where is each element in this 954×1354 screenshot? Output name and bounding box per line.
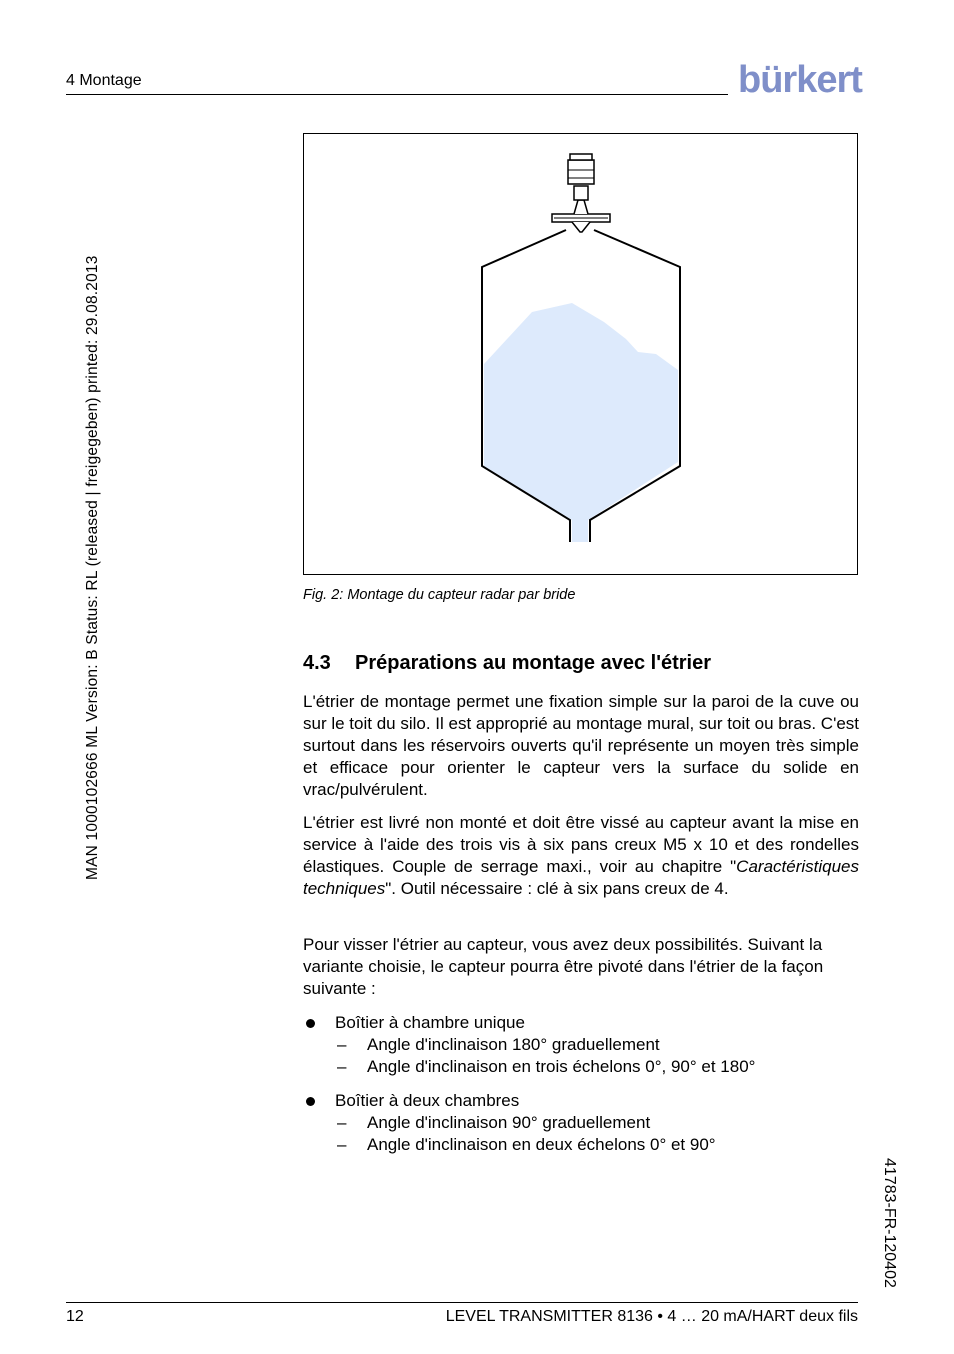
sub-list-item-text: Angle d'inclinaison 180° graduellement (367, 1035, 660, 1054)
burkert-logo (738, 60, 860, 100)
paragraph-3: Pour visser l'étrier au capteur, vous avez deux possibilités. Suivant la variante choisie, le capteur pourra être pivoté dans l'étrier de la façon suivante : (303, 935, 824, 998)
bullet-icon (306, 1097, 315, 1106)
sub-list-item-text: Angle d'inclinaison 90° graduellement (367, 1113, 651, 1132)
sub-list-item-text: Angle d'inclinaison en trois échelons 0°, 90° et 180° (367, 1057, 756, 1076)
document-status-info: MAN 1000102666 ML Version: B Status: RL (released | freigegeben) printed: 29.08.2013 (84, 255, 101, 880)
list-item (303, 1090, 716, 1112)
sub-list-item (303, 1112, 716, 1134)
list-item (303, 1012, 755, 1034)
paragraph-2-reference: Caractéristiques techniques (303, 857, 859, 898)
dash-icon: – (337, 1035, 347, 1054)
bullet-list-two-chambers (303, 1090, 716, 1156)
figure-caption: Fig. 2: Montage du capteur radar par bride (303, 587, 576, 603)
dash-icon: – (337, 1113, 347, 1132)
footer-rule (66, 1302, 858, 1303)
paragraph-2-part-2: ". Outil nécessaire : clé à six pans creux de 4. (385, 879, 729, 898)
section-heading (303, 652, 711, 675)
sensor-housing (568, 160, 594, 184)
paragraph-1: L'étrier de montage permet une fixation simple sur la paroi de la cuve ou sur le toit du silo. Il est approprié au montage mural, sur toit ou bras. C'est surtout dans les réservoirs ouverts qu'il représente un moyen très simple et efficace pour orienter le capteur vers la surface du solide en vrac/pulvérulent. (303, 692, 860, 799)
section-number: 4.3 (303, 652, 331, 674)
silo-illustration (304, 134, 857, 574)
bullet-list-single-chamber (303, 1012, 755, 1078)
sub-list-item-text: Angle d'inclinaison en deux échelons 0° et 90° (367, 1135, 716, 1154)
footer-product-title: LEVEL TRANSMITTER 8136 • 4 … 20 mA/HART deux fils (445, 1308, 858, 1325)
horn-antenna (572, 222, 590, 232)
list-item-label: Boîtier à deux chambres (335, 1091, 520, 1110)
sensor-neck (574, 200, 588, 214)
bullet-icon (306, 1019, 315, 1028)
section-title-text: Préparations au montage avec l'étrier (355, 652, 712, 674)
figure-frame (303, 133, 858, 575)
sensor-fitting (574, 186, 588, 200)
dash-icon: – (337, 1135, 347, 1154)
page-number: 12 (66, 1308, 84, 1325)
sub-list-item (303, 1056, 755, 1078)
paragraph-2 (303, 812, 859, 900)
paragraph-2-part-1: L'étrier est livré non monté et doit être vissé au capteur avant la mise en service à l'aide des trois vis à six pans creux M5 x 10 et des rondelles élastiques. Couple de serrage maxi., voir au chapitre " (303, 813, 859, 876)
document-code: 41783-FR-120402 (881, 1158, 898, 1288)
sub-list-item (303, 1134, 716, 1156)
list-item-label: Boîtier à chambre unique (335, 1013, 525, 1032)
bulk-material-lower (484, 364, 678, 520)
header-section-label: 4 Montage (66, 72, 142, 89)
sub-list-item (303, 1034, 755, 1056)
header-rule (66, 94, 728, 95)
logo-text: bürkert (738, 59, 862, 101)
dash-icon: – (337, 1057, 347, 1076)
